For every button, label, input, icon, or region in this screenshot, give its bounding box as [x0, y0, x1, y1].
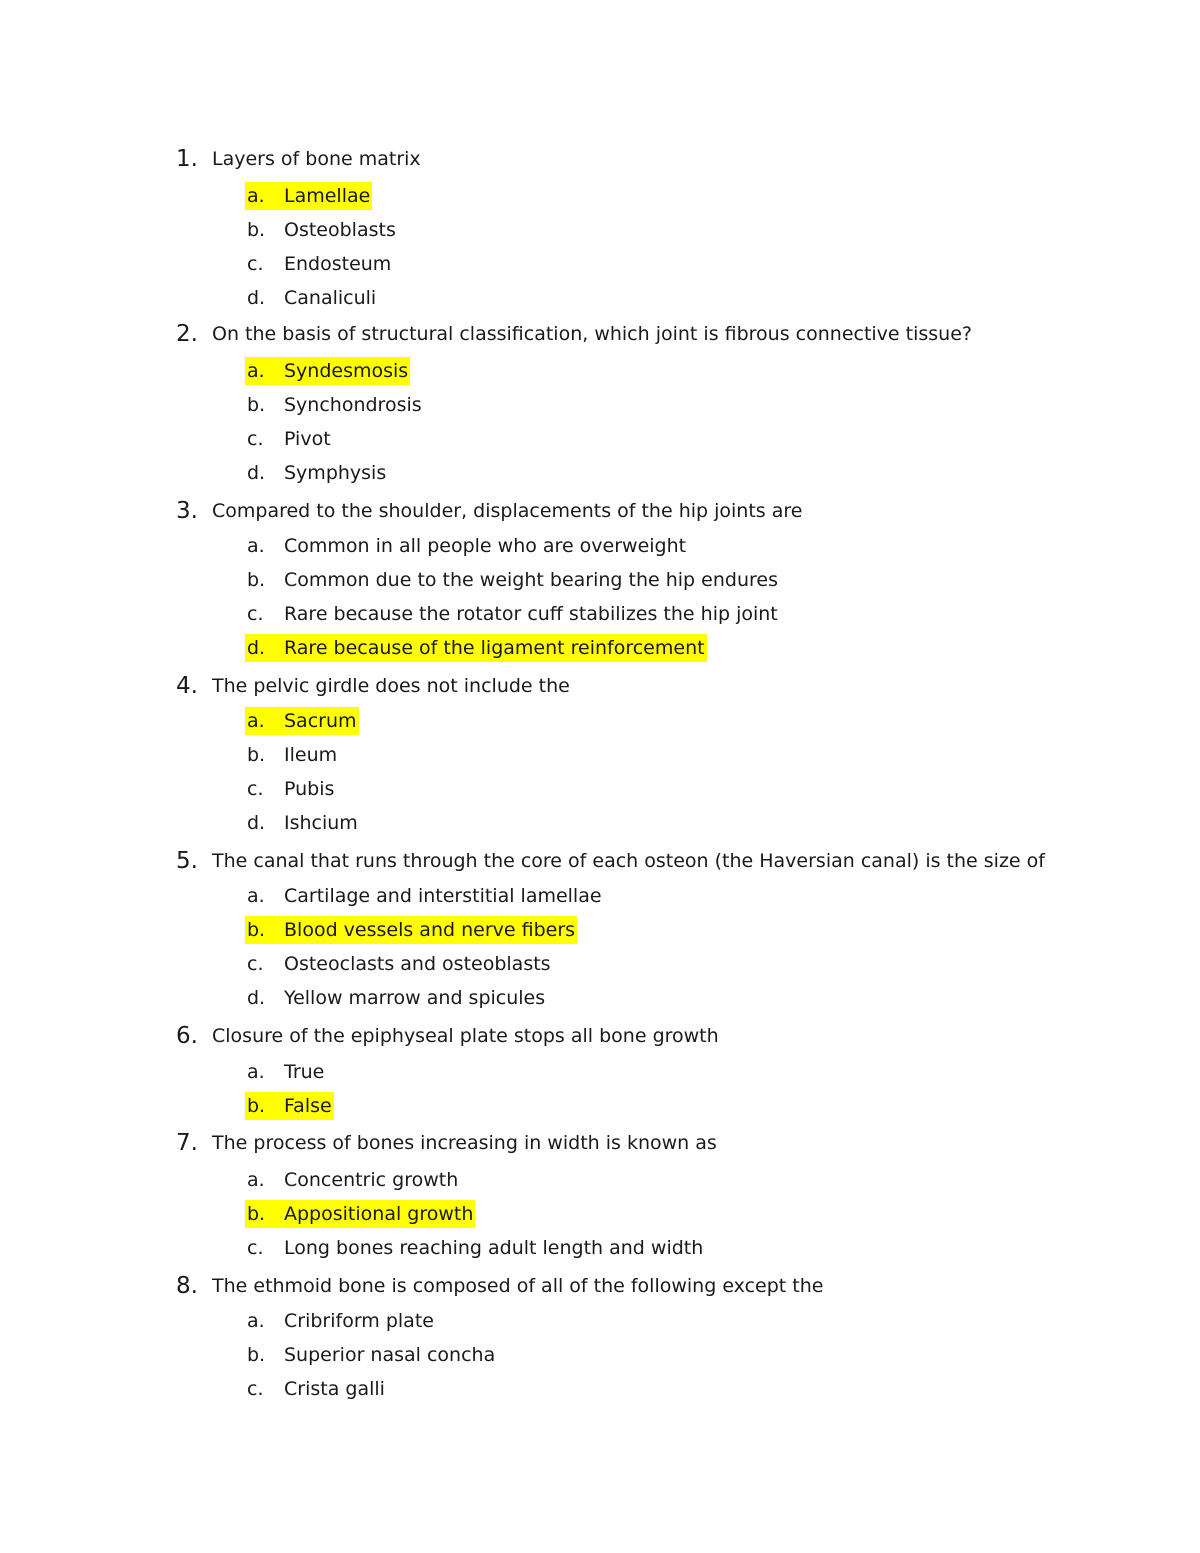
option-letter: c.	[247, 778, 264, 800]
question-8	[0, 1269, 1200, 1303]
option-letter: b.	[247, 919, 266, 941]
question-number: 4.	[176, 673, 198, 699]
answer-option	[245, 284, 378, 312]
option-text: Syndesmosis	[284, 360, 409, 382]
option-text: Rare because of the ligament reinforcement	[284, 637, 705, 659]
option-text: Endosteum	[284, 253, 392, 275]
option-letter: d.	[247, 987, 266, 1009]
answer-option	[245, 741, 339, 769]
question-text: The canal that runs through the core of each osteon (the Haversian canal) is the size of	[212, 850, 1045, 872]
question-text: Layers of bone matrix	[212, 148, 421, 170]
answer-option	[245, 809, 360, 837]
question-7	[0, 1126, 1200, 1160]
answer-option	[245, 950, 553, 978]
question-text: Closure of the epiphyseal plate stops all bone growth	[212, 1025, 719, 1047]
answer-option	[245, 566, 780, 594]
answer-option	[245, 882, 604, 910]
option-letter: c.	[247, 1378, 264, 1400]
option-text: Pubis	[284, 778, 335, 800]
option-text: Cribriform plate	[284, 1310, 434, 1332]
answer-option-highlighted	[245, 707, 359, 735]
answer-option	[245, 1058, 326, 1086]
option-letter: c.	[247, 1237, 264, 1259]
option-letter: b.	[247, 1095, 266, 1117]
option-text: Yellow marrow and spicules	[284, 987, 546, 1009]
option-text: Pivot	[284, 428, 331, 450]
option-letter: a.	[247, 360, 265, 382]
option-letter: d.	[247, 812, 266, 834]
question-4	[0, 669, 1200, 703]
question-3	[0, 494, 1200, 528]
option-letter: b.	[247, 1203, 266, 1225]
answer-option-highlighted	[245, 1200, 475, 1228]
answer-option	[245, 532, 688, 560]
option-letter: a.	[247, 535, 265, 557]
option-text: Sacrum	[284, 710, 357, 732]
option-text: Appositional growth	[284, 1203, 474, 1225]
answer-option-highlighted	[245, 1092, 334, 1120]
option-text: False	[284, 1095, 332, 1117]
option-letter: c.	[247, 253, 264, 275]
option-text: Rare because the rotator cuff stabilizes the hip joint	[284, 603, 778, 625]
answer-option	[245, 459, 388, 487]
option-text: Crista galli	[284, 1378, 385, 1400]
question-number: 1.	[176, 146, 198, 172]
option-text: Concentric growth	[284, 1169, 459, 1191]
answer-option	[245, 984, 547, 1012]
answer-option	[245, 391, 424, 419]
option-text: Ileum	[284, 744, 338, 766]
option-letter: c.	[247, 953, 264, 975]
option-text: Cartilage and interstitial lamellae	[284, 885, 602, 907]
option-letter: b.	[247, 569, 266, 591]
answer-option-highlighted	[245, 916, 577, 944]
answer-option	[245, 216, 398, 244]
option-letter: a.	[247, 1061, 265, 1083]
question-number: 3.	[176, 498, 198, 524]
answer-option	[245, 1307, 436, 1335]
option-text: Blood vessels and nerve fibers	[284, 919, 576, 941]
question-number: 7.	[176, 1130, 198, 1156]
option-text: Osteoblasts	[284, 219, 396, 241]
option-letter: a.	[247, 185, 265, 207]
option-letter: b.	[247, 1344, 266, 1366]
option-text: Common in all people who are overweight	[284, 535, 687, 557]
answer-option-highlighted	[245, 357, 410, 385]
question-2	[0, 317, 1200, 351]
option-text: Lamellae	[284, 185, 371, 207]
option-text: Common due to the weight bearing the hip endures	[284, 569, 778, 591]
option-letter: c.	[247, 603, 264, 625]
question-5	[0, 844, 1200, 878]
option-letter: a.	[247, 885, 265, 907]
question-number: 8.	[176, 1273, 198, 1299]
answer-option-highlighted	[245, 182, 372, 210]
option-letter: b.	[247, 744, 266, 766]
answer-option	[245, 250, 393, 278]
option-text: Canaliculi	[284, 287, 377, 309]
option-text: Superior nasal concha	[284, 1344, 496, 1366]
option-letter: a.	[247, 1169, 265, 1191]
question-text: Compared to the shoulder, displacements of the hip joints are	[212, 500, 803, 522]
answer-option	[245, 600, 780, 628]
option-letter: d.	[247, 637, 266, 659]
option-letter: a.	[247, 1310, 265, 1332]
question-text: On the basis of structural classification, which joint is fibrous connective tissue?	[212, 323, 972, 345]
question-text: The process of bones increasing in width is known as	[212, 1132, 717, 1154]
option-letter: b.	[247, 394, 266, 416]
answer-option	[245, 1375, 387, 1403]
question-1	[0, 142, 1200, 176]
answer-option	[245, 775, 336, 803]
option-text: Osteoclasts and osteoblasts	[284, 953, 551, 975]
answer-option	[245, 1234, 705, 1262]
question-text: The ethmoid bone is composed of all of the following except the	[212, 1275, 824, 1297]
answer-option	[245, 1166, 460, 1194]
option-letter: c.	[247, 428, 264, 450]
option-letter: d.	[247, 287, 266, 309]
option-text: True	[284, 1061, 325, 1083]
question-text: The pelvic girdle does not include the	[212, 675, 570, 697]
question-number: 6.	[176, 1023, 198, 1049]
option-text: Long bones reaching adult length and width	[284, 1237, 704, 1259]
answer-option	[245, 1341, 497, 1369]
question-number: 2.	[176, 321, 198, 347]
option-text: Ishcium	[284, 812, 358, 834]
option-letter: a.	[247, 710, 265, 732]
option-text: Synchondrosis	[284, 394, 422, 416]
question-number: 5.	[176, 848, 198, 874]
option-letter: d.	[247, 462, 266, 484]
answer-option	[245, 425, 333, 453]
question-6	[0, 1019, 1200, 1053]
answer-option-highlighted	[245, 634, 707, 662]
option-letter: b.	[247, 219, 266, 241]
option-text: Symphysis	[284, 462, 387, 484]
